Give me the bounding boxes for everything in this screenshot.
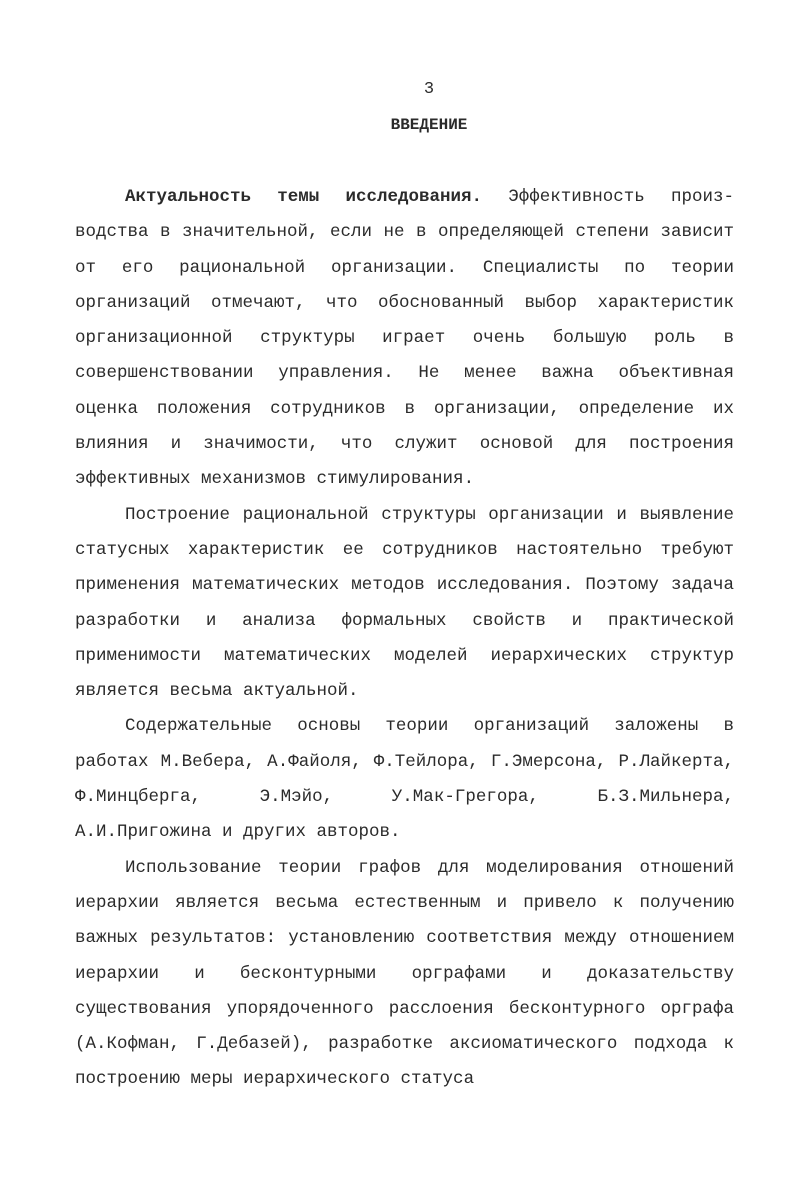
paragraph-lead: Актуальность темы исследования. xyxy=(125,187,482,207)
paragraph-text: Эффективность производства в значительной, если не в определяющей степени зависит от его рациональной организации. Специалисты по теории организаций отмечают, что обоснованный выбор характеристик организационной структуры играет очень большую роль в совершенствовании управления. Не менее важна объективная оценка положения сотрудников в организации, определение их влияния и значимости, что служит основой для построения эффективных механизмов стимулирования. xyxy=(75,187,734,490)
paragraph-graph-theory: Использование теории графов для моделирования отношений иерархии является весьма естественным и привело к получению важных результатов: установлению соответствия между отношением иерархии и бесконтурными орграфами и доказательству существования упорядоченного расслоения бесконтурного орграфа (А.Кофман, Г.Дебазей), разработке аксиоматического подхода к построению меры иерархического статуса xyxy=(75,857,734,1090)
page-number: 3 xyxy=(423,80,435,99)
paragraph-methods: Построение рациональной структуры организации и выявление статусных характеристик ее сотрудников настоятельно требуют применения математических методов исследования. Поэтому задача разработки и анализа формальных свойств и практической применимости математических моделей иерархических структур является весьма актуальной. xyxy=(75,504,734,702)
paragraph-foundations: Содержательные основы теории организаций заложены в работах М.Вебера, А.Файоля, Ф.Тейлора, Г.Эмерсона, Р.Лайкерта, Ф.Минцберга, Э.Мэйо, У.Мак-Грегора, Б.З.Мильнера, А.И.Пригожина и других авторов. xyxy=(75,716,734,843)
page-title: ВВЕДЕНИЕ xyxy=(390,116,468,134)
paragraph-relevance xyxy=(75,180,734,498)
document-body xyxy=(75,180,734,1098)
